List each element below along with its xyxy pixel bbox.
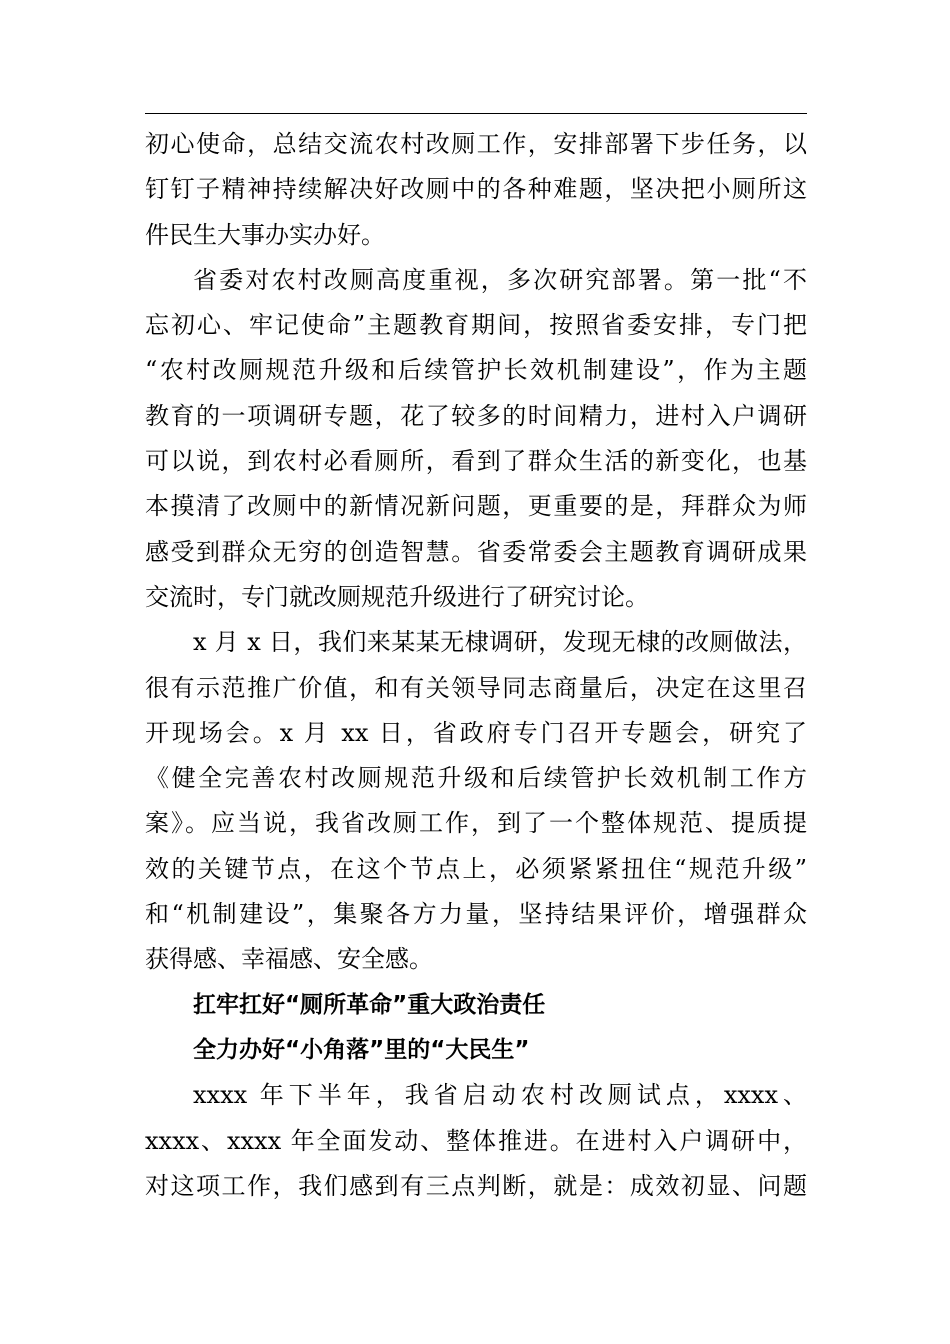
text-line: 对这项工作，我们感到有三点判断，就是：成效初显、问题 — [145, 1171, 807, 1200]
body-text — [145, 122, 807, 1209]
text-line: 交流时，专门就改厕规范升级进行了研究讨论。 — [145, 582, 649, 611]
text-line: 教育的一项调研专题，花了较多的时间精力，进村入户调研 — [145, 401, 807, 430]
header-rule — [145, 113, 807, 114]
text-line: 获得感、幸福感、安全感。 — [145, 945, 433, 974]
text-line: 和“机制建设”，集聚各方力量，坚持结果评价，增强群众 — [145, 900, 807, 929]
text-line: 件民生大事办实办好。 — [145, 220, 385, 249]
text-line: x 月 x 日，我们来某某无棣调研，发现无棣的改厕做法， — [193, 628, 807, 657]
text-line: 开现场会。x 月 xx 日，省政府专门召开专题会，研究了 — [145, 718, 807, 747]
text-line: 可以说，到农村必看厕所，看到了群众生活的新变化，也基 — [145, 447, 807, 476]
section-subheading: 全力办好“小角落”里的“大民生” — [193, 1036, 530, 1063]
text-line: 钉钉子精神持续解决好改厕中的各种难题，坚决把小厕所这 — [145, 175, 807, 204]
text-line: 《健全完善农村改厕规范升级和后续管护长效机制工作方 — [145, 764, 807, 793]
text-line: 省委对农村改厕高度重视，多次研究部署。第一批“不 — [193, 265, 807, 294]
text-line: 忘初心、牢记使命”主题教育期间，按照省委安排，专门把 — [145, 311, 807, 340]
text-line: xxxx、xxxx 年全面发动、整体推进。在进村入户调研中， — [145, 1126, 807, 1155]
text-line: 案》。应当说，我省改厕工作，到了一个整体规范、提质提 — [145, 809, 807, 838]
text-line: 本摸清了改厕中的新情况新问题，更重要的是，拜群众为师 — [145, 492, 807, 521]
text-line: xxxx 年下半年，我省启动农村改厕试点，xxxx、 — [193, 1081, 807, 1110]
text-line: 很有示范推广价值，和有关领导同志商量后，决定在这里召 — [145, 673, 807, 702]
text-line: “农村改厕规范升级和后续管护长效机制建设”，作为主题 — [145, 356, 807, 385]
text-line: 初心使命，总结交流农村改厕工作，安排部署下步任务，以 — [145, 130, 807, 158]
section-heading: 扛牢扛好“厕所革命”重大政治责任 — [193, 991, 546, 1018]
text-line: 效的关键节点，在这个节点上，必须紧紧扭住“规范升级” — [145, 854, 807, 883]
text-line: 感受到群众无穷的创造智慧。省委常委会主题教育调研成果 — [145, 537, 807, 566]
